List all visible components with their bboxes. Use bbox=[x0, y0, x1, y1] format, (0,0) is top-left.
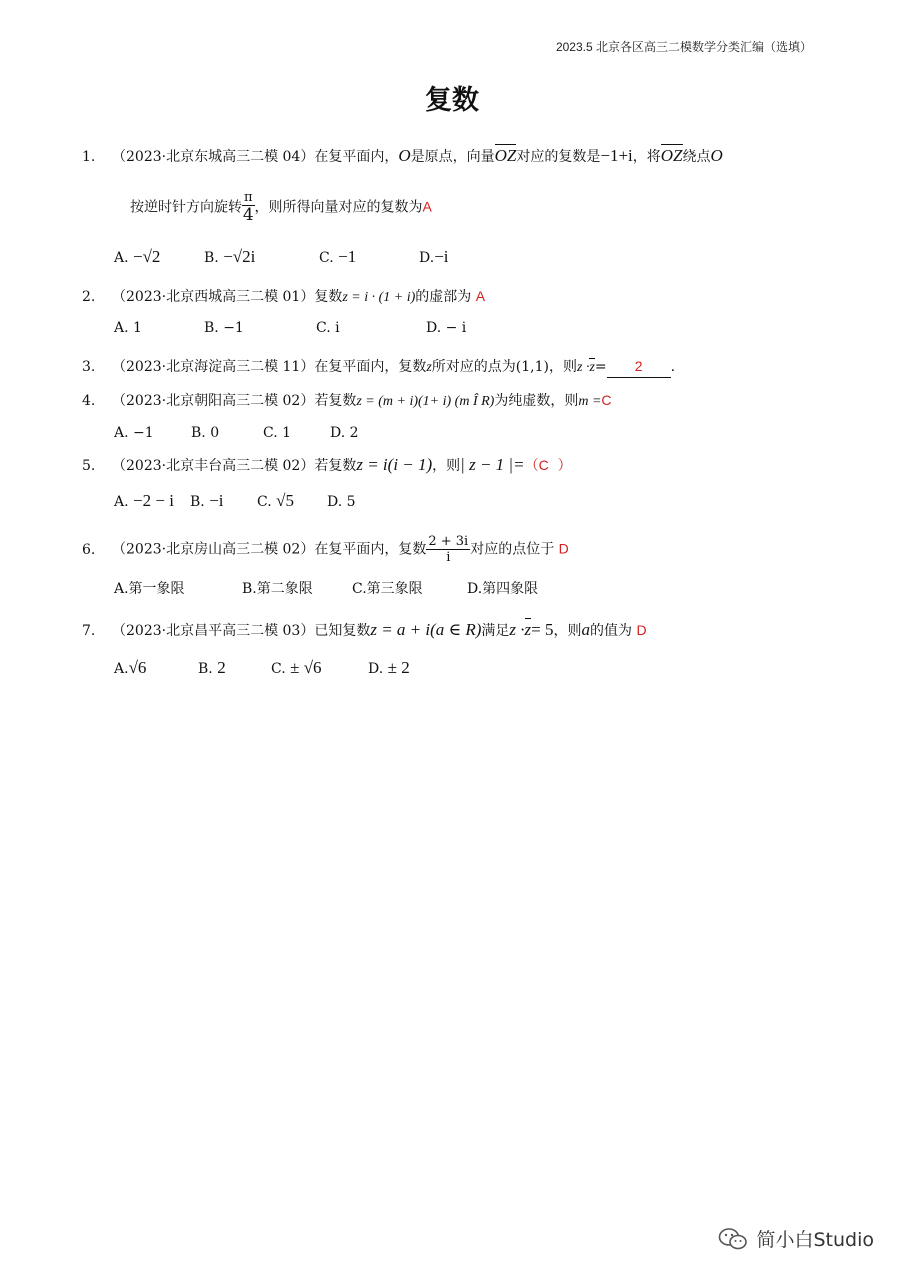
question-source: （2023·北京昌平高三二模 03） bbox=[112, 623, 315, 639]
answer: D bbox=[558, 540, 569, 557]
complex-value: −1+i bbox=[600, 146, 633, 165]
question-number: 3. bbox=[82, 359, 96, 375]
option-a: A. 1 bbox=[114, 320, 142, 336]
page-title: 复数 bbox=[425, 85, 479, 116]
math-abs: | z − 1 |= bbox=[460, 455, 525, 474]
question-number: 5. bbox=[82, 458, 96, 474]
option-d: D. ± 2 bbox=[368, 658, 410, 677]
option-a: A. −1 bbox=[114, 425, 154, 441]
math-expression: z = i(i − 1) bbox=[356, 455, 433, 474]
option-b: B. 0 bbox=[191, 425, 220, 441]
option-b: B. −√2i bbox=[204, 247, 256, 266]
question-6: 6. （2023·北京房山高三二模 02）在复平面内，复数 $\frac{2 + 3i}{i}$ 对应的点位于 D bbox=[82, 534, 569, 565]
option-d: D. 5 bbox=[327, 494, 356, 510]
option-b: B. 2 bbox=[198, 658, 226, 677]
question-4: 4. （2023·北京朝阳高三二模 02）若复数z = (m + i)(1+ i) (m Î R)为纯虚数，则m =C bbox=[82, 392, 612, 409]
question-source: （2023·北京朝阳高三二模 02） bbox=[112, 393, 315, 409]
option-c: C. 1 bbox=[263, 425, 292, 441]
conjugate-z: z bbox=[524, 620, 532, 639]
question-source: （2023·北京丰台高三二模 02） bbox=[112, 458, 315, 474]
fraction: $\frac{2 + 3i}{i}$ bbox=[428, 534, 469, 565]
page-header: 2023.5 北京各区高三二模数学分类汇编（选填） bbox=[555, 40, 812, 54]
answer: D bbox=[636, 622, 647, 638]
option-a: A.√6 bbox=[114, 658, 147, 677]
watermark-text: 简小白Studio bbox=[756, 1229, 874, 1251]
question-source: （2023·北京西城高三二模 01） bbox=[112, 289, 315, 305]
answer: 2 bbox=[634, 358, 643, 374]
wechat-icon bbox=[718, 1227, 748, 1251]
option-b: B. −1 bbox=[204, 320, 244, 336]
question-5: 5. （2023·北京丰台高三二模 02）若复数z = i(i − 1)，则| z − 1 |=（C ） bbox=[82, 455, 572, 474]
option-a: A. −√2 bbox=[114, 247, 161, 266]
question-number: 2. bbox=[82, 289, 96, 305]
option-d: D.−i bbox=[419, 247, 449, 266]
question-2-options bbox=[114, 318, 466, 338]
question-1-options bbox=[114, 247, 449, 268]
vector-oz: OZ bbox=[660, 146, 683, 165]
question-1-line2: 按逆时针方向旋转 $\frac{\pi}{4}$ ，则所得向量对应的复数为A bbox=[130, 190, 432, 225]
watermark bbox=[718, 1225, 874, 1252]
question-source: （2023·北京房山高三二模 02） bbox=[112, 541, 315, 558]
question-4-options bbox=[114, 423, 359, 443]
answer-blank bbox=[607, 356, 671, 378]
vector-oz: OZ bbox=[494, 146, 517, 165]
option-d: D. 2 bbox=[330, 425, 359, 441]
question-source: （2023·北京东城高三二模 04） bbox=[112, 149, 315, 165]
answer: C bbox=[538, 457, 549, 473]
answer: A bbox=[422, 198, 432, 215]
option-c: C. ± √6 bbox=[271, 658, 322, 677]
math-expression: z = (m + i)(1+ i) (m Î R) bbox=[356, 394, 495, 409]
option-c: C. −1 bbox=[319, 247, 357, 266]
question-3: 3. （2023·北京海淀高三二模 11）在复平面内，复数z所对应的点为(1,1)，则z ·z= 2 . bbox=[82, 356, 675, 378]
question-number: 4. bbox=[82, 393, 96, 409]
conjugate-z: z bbox=[589, 360, 595, 375]
option-c: C. √5 bbox=[257, 491, 294, 510]
option-c: C.第三象限 bbox=[352, 581, 423, 597]
math-o: O bbox=[710, 146, 723, 165]
question-1: 1. （2023·北京东城高三二模 04）在复平面内，O是原点，向量OZ对应的复数是−1+i，将OZ绕点O bbox=[82, 146, 723, 165]
option-b: B. −i bbox=[190, 491, 224, 510]
option-d: D.第四象限 bbox=[467, 581, 539, 597]
question-number: 6. bbox=[82, 541, 96, 558]
math-o: O bbox=[398, 146, 411, 165]
question-number: 1. bbox=[82, 149, 96, 165]
answer: A bbox=[475, 288, 486, 304]
option-a: A. −2 − i bbox=[114, 491, 174, 510]
question-6-options bbox=[114, 579, 538, 599]
fraction-pi-4: $\frac{\pi}{4}$ bbox=[242, 190, 254, 225]
math-expression: z = i · (1 + i) bbox=[342, 290, 416, 305]
option-d: D. − i bbox=[426, 320, 467, 336]
math-expression: z = a + i(a ∈ R) bbox=[370, 620, 482, 639]
question-source: （2023·北京海淀高三二模 11） bbox=[112, 359, 315, 375]
question-5-options bbox=[114, 491, 356, 512]
option-a: A.第一象限 bbox=[114, 581, 185, 597]
question-7-options bbox=[114, 658, 410, 679]
question-7: 7. （2023·北京昌平高三二模 03）已知复数z = a + i(a ∈ R)满足z ·z= 5，则a的值为 D bbox=[82, 620, 647, 639]
question-2: 2. （2023·北京西城高三二模 01）复数z = i · (1 + i)的虚部为 A bbox=[82, 288, 486, 305]
option-c: C. i bbox=[316, 320, 340, 336]
option-b: B.第二象限 bbox=[242, 581, 313, 597]
answer: C bbox=[601, 392, 612, 408]
question-number: 7. bbox=[82, 623, 96, 639]
